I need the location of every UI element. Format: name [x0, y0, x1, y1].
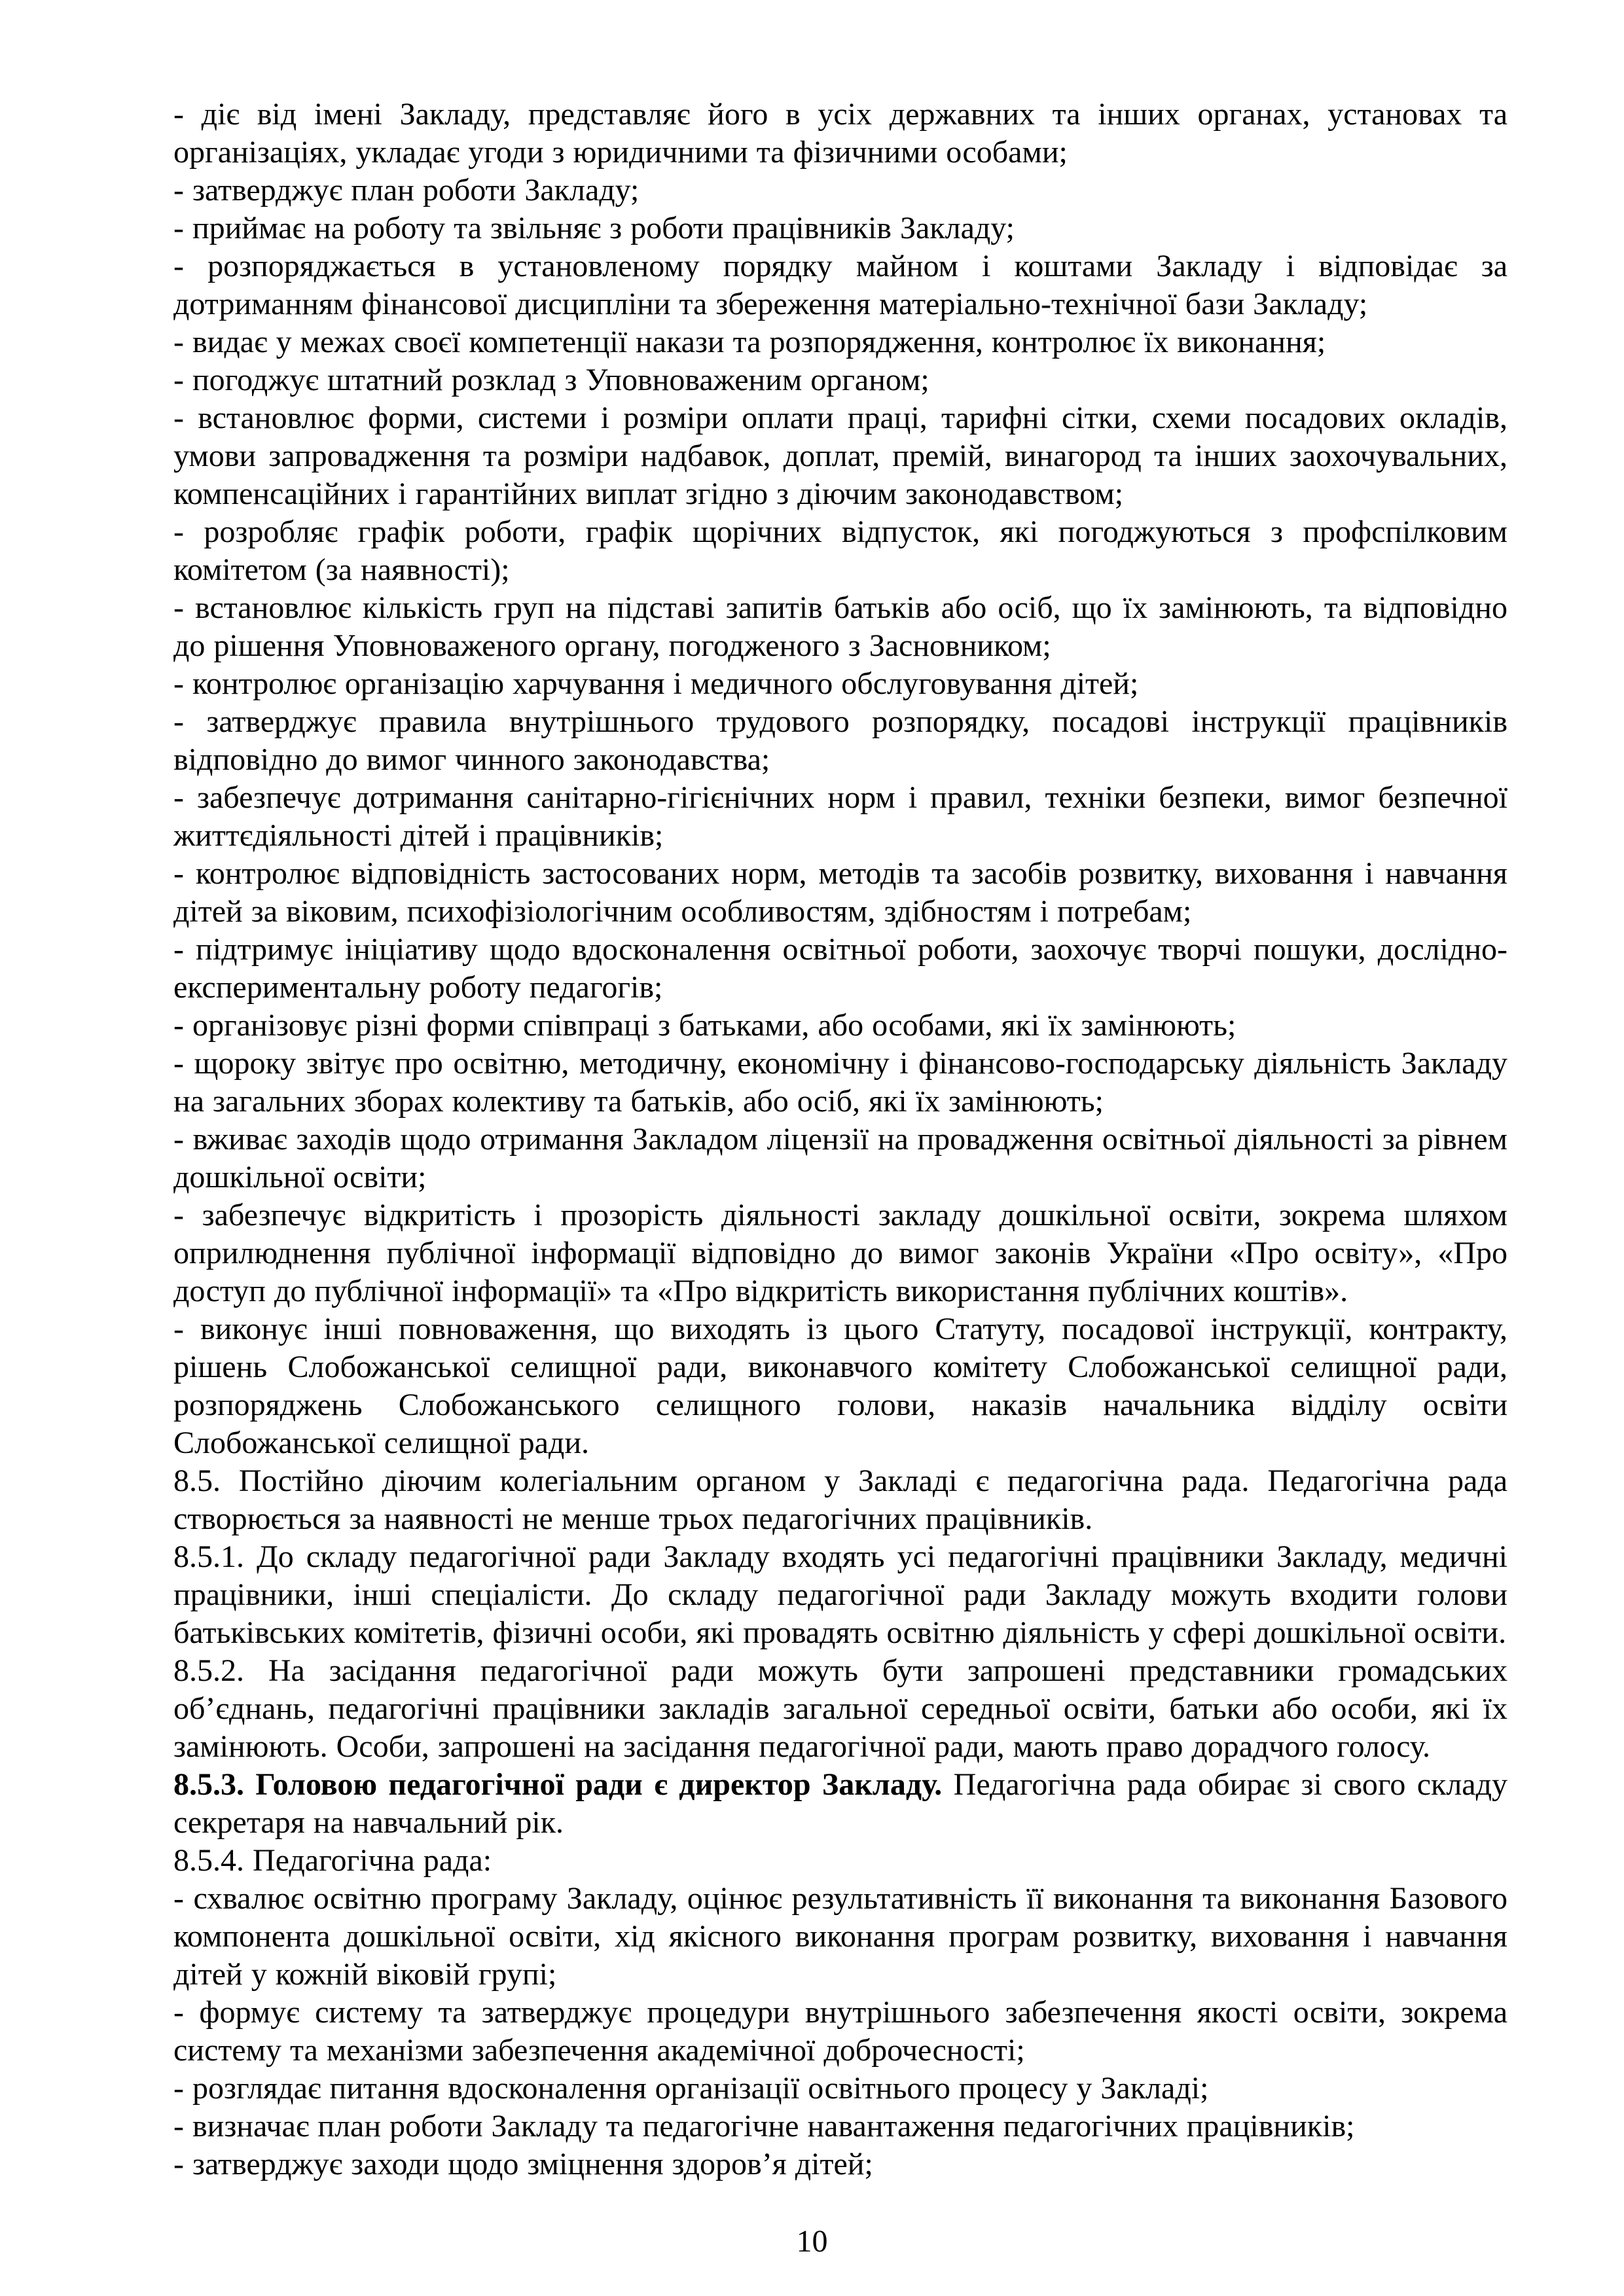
bullet-clause: - виконує інші повноваження, що виходять із цього Статуту, посадової інструкції, контракту, рішень Слобожанської селищної ради, виконавчого комітету Слобожанської селищної ради, розпоряджень Слобожанського селищного голови, наказів начальника відділу освіти Слобожанської селищної ради.	[173, 1312, 1507, 1460]
bullet-clause: - затверджує план роботи Закладу;	[173, 173, 640, 207]
pedagogical-council-sections	[173, 1462, 1507, 1880]
bullet-clause: - схвалює освітню програму Закладу, оцінює результативність її виконання та виконання Базового компонента дошкільної освіти, хід якісного виконання програм розвитку, виховання і навчання дітей у кожній віковій групі;	[173, 1881, 1507, 1992]
bullet-clause: - затверджує заходи щодо зміцнення здоров’я дітей;	[173, 2147, 873, 2181]
bullet-clause: - підтримує ініціативу щодо вдосконалення освітньої роботи, заохочує творчі пошуки, дослідно-експериментальну роботу педагогів;	[173, 932, 1507, 1005]
bullet-clause: - забезпечує дотримання санітарно-гігієнічних норм і правил, техніки безпеки, вимог безпечної життєдіяльності дітей і працівників;	[173, 780, 1507, 853]
bullet-clause: - вживає заходів щодо отримання Закладом ліцензії на провадження освітньої діяльності за рівнем дошкільної освіти;	[173, 1122, 1507, 1194]
section-clause-8-5: 8.5. Постійно діючим колегіальним органом у Закладі є педагогічна рада. Педагогічна рада створюється за наявності не менше трьох педагогічних працівників.	[173, 1463, 1507, 1536]
bullet-clause: - встановлює кількість груп на підставі запитів батьків або осіб, що їх замінюють, та відповідно до рішення Уповноваженого органу, погодженого з Засновником;	[173, 590, 1507, 663]
section-clause-8-5-1: 8.5.1. До складу педагогічної ради Закладу входять усі педагогічні працівники Закладу, медичні працівники, інші спеціалісти. До складу педагогічної ради Закладу можуть входити голови батьківських комітетів, фізичні особи, які провадять освітню діяльність у сфері дошкільної освіти.	[173, 1539, 1507, 1650]
director-powers-list	[173, 96, 1507, 1462]
bullet-clause: - формує систему та затверджує процедури внутрішнього забезпечення якості освіти, зокрема систему та механізми забезпечення академічної доброчесності;	[173, 1995, 1507, 2068]
bullet-clause: - контролює організацію харчування і медичного обслуговування дітей;	[173, 666, 1139, 701]
bullet-clause: - організовує різні форми співпраці з батьками, або особами, які їх замінюють;	[173, 1008, 1236, 1043]
bullet-clause: - щороку звітує про освітню, методичну, економічну і фінансово-господарську діяльність Закладу на загальних зборах колективу та батьків, або осіб, які їх замінюють;	[173, 1046, 1507, 1119]
bullet-clause: - встановлює форми, системи і розміри оплати праці, тарифні сітки, схеми посадових окладів, умови запровадження та розміри надбавок, доплат, премій, винагород та інших заохочувальних, компенсаційних і гарантійних виплат згідно з діючим законодавством;	[173, 401, 1507, 511]
bullet-clause: - видає у межах своєї компетенції накази та розпорядження, контролює їх виконання;	[173, 325, 1326, 359]
section-clause-8-5-4: 8.5.4. Педагогічна рада:	[173, 1843, 492, 1878]
bullet-clause: - погоджує штатний розклад з Уповноваженим органом;	[173, 363, 929, 397]
bullet-clause: - розробляє графік роботи, графік щорічних відпусток, які погоджуються з профспілковим комітетом (за наявності);	[173, 514, 1507, 587]
section-clause-8-5-3-bold: 8.5.3. Головою педагогічної ради є директор Закладу.	[173, 1767, 943, 1802]
bullet-clause: - приймає на роботу та звільняє з роботи працівників Закладу;	[173, 211, 1015, 245]
section-clause-8-5-2: 8.5.2. На засідання педагогічної ради можуть бути запрошені представники громадських об’єднань, педагогічні працівники закладів загальної середньої освіти, батьки або особи, які їх замінюють. Особи, запрошені на засідання педагогічної ради, мають право дорадчого голосу.	[173, 1653, 1507, 1764]
page-number: 10	[796, 2224, 828, 2259]
section-clause-8-5-3-rest: Педагогічна рада обирає зі свого складу секретаря на навчальний рік.	[173, 1767, 1508, 1840]
pedagogical-council-functions-list	[173, 1880, 1507, 2183]
bullet-clause: - забезпечує відкритість і прозорість діяльності закладу дошкільної освіти, зокрема шляхом оприлюднення публічної інформації відповідно до вимог законів України «Про освіту», «Про доступ до публічної інформації» та «Про відкритість використання публічних коштів».	[173, 1198, 1507, 1308]
bullet-clause: - контролює відповідність застосованих норм, методів та засобів розвитку, виховання і навчання дітей за віковим, психофізіологічним особливостям, здібностям і потребам;	[173, 856, 1507, 929]
section-clause-8-5-3	[173, 1766, 1507, 1842]
bullet-clause: - розпоряджається в установленому порядку майном і коштами Закладу і відповідає за дотриманням фінансової дисципліни та збереження матеріально-технічної бази Закладу;	[173, 249, 1507, 321]
statute-text	[173, 96, 1507, 2183]
bullet-clause: - розглядає питання вдосконалення організації освітнього процесу у Закладі;	[173, 2071, 1209, 2106]
bullet-clause: - діє від імені Закладу, представляє його в усіх державних та інших органах, установах та організаціях, укладає угоди з юридичними та фізичними особами;	[173, 97, 1507, 170]
bullet-clause: - визначає план роботи Закладу та педагогічне навантаження педагогічних працівників;	[173, 2109, 1355, 2144]
bullet-clause: - затверджує правила внутрішнього трудового розпорядку, посадові інструкції працівників відповідно до вимог чинного законодавства;	[173, 704, 1507, 777]
